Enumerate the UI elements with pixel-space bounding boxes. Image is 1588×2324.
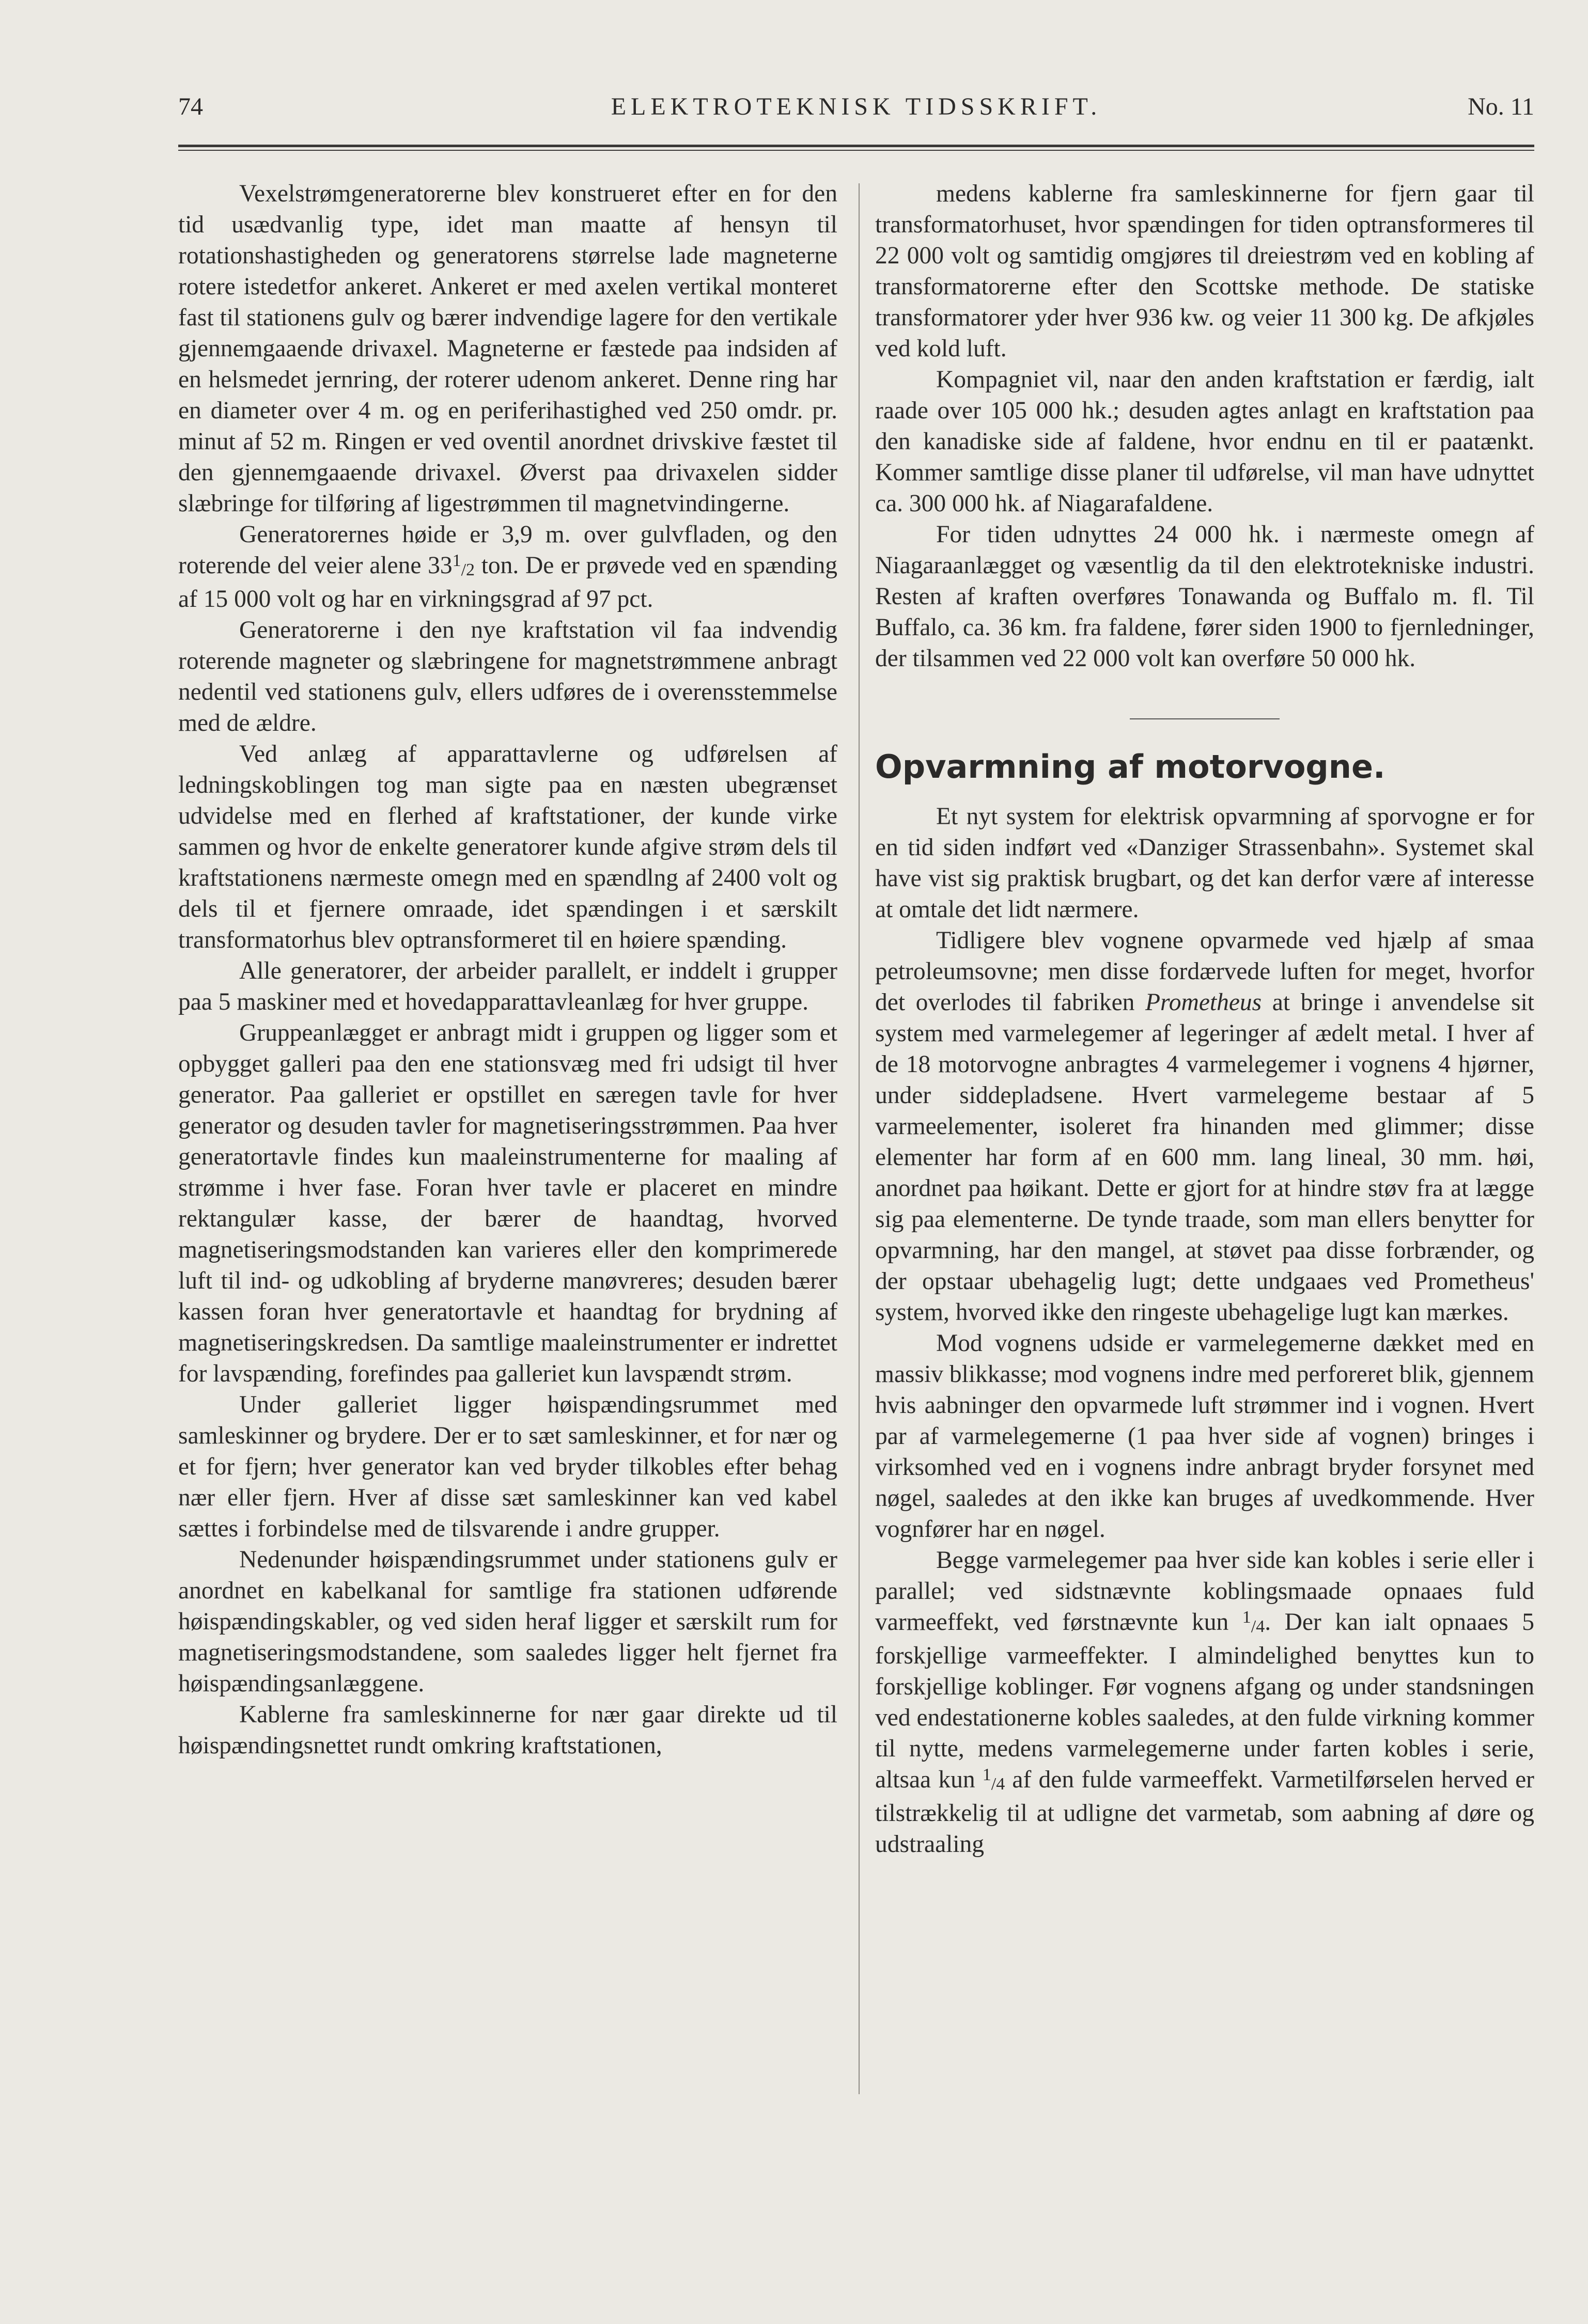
text-run: at bringe i anvendelse sit system med varmelegemer af legeringer af ædelt metal. I hver af de 18 motorvogne anbragtes 4 varmelegemer i vognens 4 hjørner, under siddepladsene. Hvert varmelegeme bestaar af 5 varmeelementer, isoleret fra hinanden med glimmer; disse elementer har form af en 600 mm. lang lineal, 30 mm. høi, anordnet paa høikant. Dette er gjort for at hindre støv fra at lægge sig paa elementerne. De tynde traade, som man ellers benytter for opvarmning, har den mangel, at støvet paa disse forbrænder, og der opstaar ubehagelig lugt; dette undgaaes ved Prometheus' system, hvorved ikke den ringeste ubehagelige lugt kan mærkes. (875, 989, 1534, 1326)
paragraph: Kablerne fra samleskinnerne for nær gaar direkte ud til høispændingsnettet rundt omkring kraftstationen, (178, 1701, 837, 1759)
paragraph: Ved anlæg af apparattavlerne og udførelsen af ledningskoblingen tog man sigte paa en næsten ubegrænset udvidelse med en flerhed af kraftstationer, der kunde virke sammen og hvor de enkelte generatorer kunde afgive strøm dels til kraftstationens nærmeste omegn med en spændlng af 2400 volt og dels til et fjernere omraade, idet spændingen i et særskilt transformatorhus blev optransformeret til en høiere spænding. (178, 741, 837, 953)
issue-number: No. 11 (1468, 93, 1534, 120)
paragraph: Vexelstrømgeneratorerne blev konstrueret efter en for den tid usædvanlig type, idet man maatte af hensyn til rotationshastigheden og generatorens størrelse lade magneterne rotere istedetfor ankeret. Ankeret er med axelen vertikal monteret fast til stationens gulv og bærer indvendige lagere for den vertikale gjennemgaaende drivaxel. Magneterne er fæstede paa indsiden af en helsmedet jernring, der roterer udenom ankeret. Denne ring har en diameter over 4 m. og en periferihastighed ved 250 omdr. pr. minut af 52 m. Ringen er ved oventil anordnet drivskive fæstet til den gjennemgaaende drivaxel. Øverst paa drivaxelen sidder slæbringe for tilføring af ligestrømmen til magnetvindingerne. (178, 180, 837, 517)
company-name-italic: Prometheus (1145, 989, 1262, 1016)
paragraph: For tiden udnyttes 24 000 hk. i nærmeste omegn af Niagaraanlægget og væsentlig da til den elektrotekniske industri. Resten af kraften overføres Tonawanda og Buffalo m. fl. Til Buffalo, ca. 36 km. fra faldene, fører siden 1900 to fjernledninger, der tilsammen ved 22 000 volt kan overføre 50 000 hk. (875, 521, 1534, 672)
paragraph: Alle generatorer, der arbeider parallelt, er inddelt i grupper paa 5 maskiner med et hovedapparattavleanlæg for hver gruppe. (178, 957, 837, 1015)
header-rule-thin (178, 150, 1534, 151)
text-run: af den fulde varmeeffekt. Varmetilførselen herved er tilstrækkelig til at udligne det varmetab, som aabning af døre og udstraaling (875, 1766, 1534, 1858)
text-run: ton. De er prøvede ved en spænding af 15 000 volt og har en virkningsgrad af 97 pct. (178, 552, 837, 613)
paragraph: Under galleriet ligger høispændingsrummet med samleskinner og brydere. Der er to sæt samleskinner, et for nær og et for fjern; hver generator kan ved bryder tilkobles efter behag nær eller fjern. Hver af disse sæt samleskinner kan ved kabel sættes i forbindelse med de tilsvarende i andre grupper. (178, 1391, 837, 1542)
paragraph (178, 519, 837, 615)
section-separator (1130, 718, 1280, 719)
text-run: Begge varmelegemer paa hver side kan kobles i serie eller i parallel; ved sidstnævnte koblingsmaade opnaaes fuld varmeeffekt, ved førstnævnte kun (875, 1547, 1534, 1636)
paragraph: Gruppeanlægget er anbragt midt i gruppen og ligger som et opbygget galleri paa den ene stationsvæg med fri udsigt til hver generator. Paa galleriet er opstillet en særegen tavle for hver generator og desuden tavler for magnetiseringsstrømmen. Paa hver generatortavle findes kun maaleinstrumenterne for maaling af strømme i hver fase. Foran hver tavle er placeret en mindre rektangulær kasse, der bærer de haandtag, hvorved magnetiseringsmodstanden kan varieres eller den komprimerede luft til ind- og udkobling af bryderne manøvreres; desuden bærer kassen foran hver generatortavle et haandtag for brydning af magnetiseringskredsen. Da samtlige maaleinstrumenter er indrettet for lavspænding, forefindes paa galleriet kun lavspændt strøm. (178, 1019, 837, 1387)
right-column (875, 178, 1534, 1860)
header-rule-thick (178, 145, 1534, 147)
paragraph: Et nyt system for elektrisk opvarmning af sporvogne er for en tid siden indført ved «Danziger Strassenbahn». Systemet skal have vist sig praktisk brugbart, og det kan derfor være af interesse at omtale det lidt nærmere. (875, 803, 1534, 923)
text-run: Tidligere blev vognene opvarmede ved hjælp af smaa petroleumsovne; men disse fordærvede luften for meget, hvorfor det overlodes til fabriken (875, 927, 1534, 1016)
fraction-denominator: /2 (461, 560, 475, 579)
left-column (178, 178, 837, 1761)
paragraph: Kompagniet vil, naar den anden kraftstation er færdig, ialt raade over 105 000 hk.; desuden agtes anlagt en kraftstation paa den kanadiske side af faldene, hvor endnu en til er paatænkt. Kommer samtlige disse planer til udførelse, vil man have udnyttet ca. 300 000 hk. af Niagarafaldene. (875, 366, 1534, 517)
journal-title: ELEKTROTEKNISK TIDSSKRIFT. (611, 93, 1102, 120)
column-divider (859, 183, 860, 2094)
fraction-denominator: /4 (1251, 1617, 1265, 1636)
paragraph: Nedenunder høispændingsrummet under stationens gulv er anordnet en kabelkanal for samtlige fra stationen udførende høispændingskabler, og ved siden heraf ligger et særskilt rum for magnetiseringsmodstandene, som saaledes ligger helt fjernet fra høispændingsanlæggene. (178, 1546, 837, 1697)
fraction-denominator: /4 (991, 1775, 1005, 1794)
paragraph: medens kablerne fra samleskinnerne for fjern gaar til transformatorhuset, hvor spændingen for tiden optransformeres til 22 000 volt og samtidig omgjøres til dreiestrøm ved en kobling af transformatorerne efter den Scottske methode. De statiske transformatorer yder hver 936 kw. og veier 11 300 kg. De afkjøles ved kold luft. (875, 180, 1534, 362)
text-run: Generatorernes høide er 3,9 m. over gulvfladen, og den roterende del veier alene 33 (178, 521, 837, 579)
section-title: Opvarmning af motorvogne. (875, 748, 1385, 786)
text-run: . Der kan ialt opnaaes 5 forskjellige varmeeffekter. I almindelighed benyttes kun to forskjellige koblinger. Før vognens afgang og under standsningen ved endestationerne kobles saaledes, at den fulde virkning kommer til nytte, medens varmelegemerne under farten kobles i serie, altsaa kun (875, 1609, 1534, 1793)
paragraph (875, 1545, 1534, 1860)
fraction-numerator: 1 (1242, 1608, 1251, 1627)
paragraph: Mod vognens udside er varmelegemerne dækket med en massiv blikkasse; mod vognens indre med perforeret blik, gjennem hvis aabninger den opvarmede luft strømmer ind i vognen. Hvert par af varmelegemerne (1 paa hver side af vognen) bringes i virksomhed ved en i vognens indre anbragt bryder forsynet med nøgel, saaledes at den ikke kan bruges af uvedkommende. Hver vognfører har en nøgel. (875, 1330, 1534, 1543)
fraction-numerator: 1 (982, 1765, 991, 1784)
paragraph (875, 925, 1534, 1328)
paragraph: Generatorerne i den nye kraftstation vil faa indvendig roterende magneter og slæbringene for magnetstrømmene anbragt nedentil ved stationens gulv, ellers udføres de i overensstemmelse med de ældre. (178, 617, 837, 736)
fraction-numerator: 1 (452, 551, 461, 570)
page-number: 74 (178, 93, 203, 120)
page-header (178, 89, 1534, 125)
